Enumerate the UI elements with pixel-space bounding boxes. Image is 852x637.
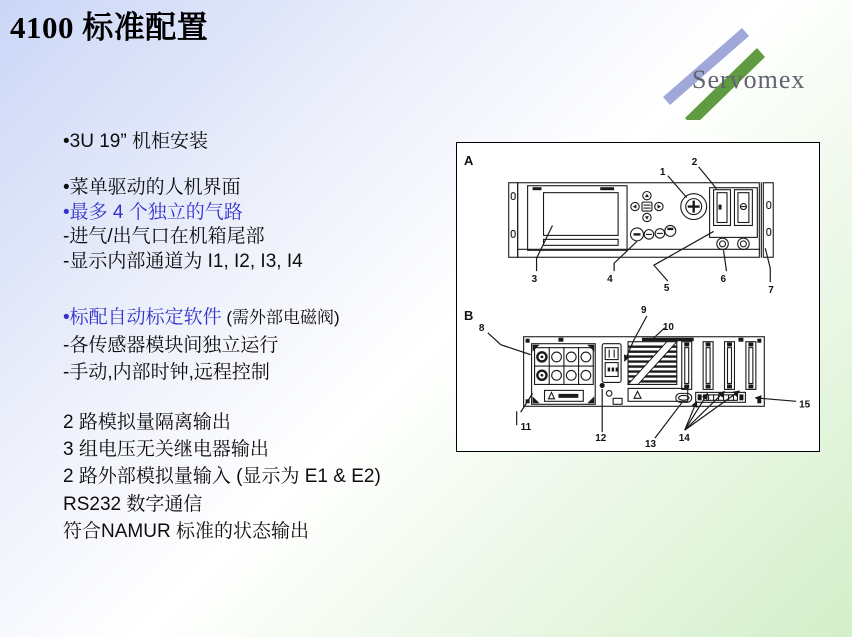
- slide-title: 4100 标准配置: [10, 10, 209, 45]
- callout-1: 1: [659, 166, 666, 178]
- earth-stud: [600, 383, 605, 388]
- servomex-logo-text: Servomex: [692, 65, 806, 94]
- bullet-line: -手动,内部时钟,远程控制: [63, 362, 270, 383]
- rear-panel-drawing: [464, 305, 811, 450]
- warning-label: [545, 390, 584, 401]
- bullet-line: -各传感器模块间独立运行: [63, 334, 279, 356]
- bullet-group-io: [63, 409, 465, 545]
- callout-11: 11: [520, 422, 532, 434]
- front-connectors: [717, 238, 749, 250]
- callout-8: 8: [478, 322, 485, 334]
- nav-keypad: [631, 191, 663, 221]
- bullet-group-interface: [63, 176, 465, 274]
- callout-9: 9: [640, 304, 647, 316]
- bullet-group-calibration: [63, 304, 465, 387]
- expansion-slots: [682, 342, 756, 390]
- panel-b-label: B: [463, 307, 474, 323]
- callout-2: 2: [691, 156, 698, 168]
- fan-grille: [628, 338, 694, 402]
- gas-connections-block: [532, 344, 596, 405]
- callout-15: 15: [799, 399, 811, 411]
- callout-12: 12: [595, 433, 607, 445]
- display-screen: [528, 186, 627, 251]
- bullet-line: 2 路模拟量隔离输出: [63, 412, 231, 433]
- bullet-line-paren-part: (需外部电磁阀): [221, 308, 340, 327]
- power-inlet: [602, 344, 621, 383]
- panel-a-label: A: [463, 152, 474, 168]
- front-panel-drawing: [464, 153, 774, 296]
- callout-3: 3: [531, 274, 538, 286]
- bullet-line: •3U 19” 机柜安装: [63, 131, 208, 152]
- bullet-line: 2 路外部模拟量输入 (显示为 E1 & E2): [63, 466, 381, 488]
- bullet-line: -显示内部通道为 I1, I2, I3, I4: [63, 250, 303, 272]
- soft-keys: [631, 225, 676, 240]
- small-round-connector: [606, 391, 612, 397]
- callout-10: 10: [662, 321, 674, 333]
- callout-6: 6: [720, 274, 727, 286]
- servomex-logo: [630, 15, 852, 120]
- callout-4: 4: [607, 274, 613, 286]
- bullet-line: [63, 304, 465, 332]
- rotary-knob: [681, 194, 707, 220]
- callout-7: 7: [768, 285, 774, 297]
- bullet-line: •菜单驱动的人机界面: [63, 177, 241, 198]
- small-rect-connector: [613, 398, 622, 404]
- instrument-diagram-svg: [457, 143, 819, 451]
- rack-frame: [509, 183, 774, 258]
- callout-13: 13: [644, 439, 657, 451]
- bullet-line: 3 组电压无关继电器输出: [63, 439, 269, 461]
- bullet-group-mounting: [63, 129, 465, 154]
- bullet-line: 符合NAMUR 标准的状态输出: [63, 520, 309, 542]
- panel-a-callout-lines: [537, 167, 771, 282]
- callout-5: 5: [663, 283, 670, 295]
- bullet-line: RS232 数字通信: [63, 493, 203, 515]
- bullet-line-blue-part: •标配自动标定软件: [63, 307, 222, 328]
- module-slots: [710, 188, 758, 238]
- callout-14: 14: [678, 433, 690, 445]
- instrument-diagram: [456, 142, 820, 452]
- bullet-line: -进气/出气口在机箱尾部: [63, 226, 265, 247]
- bullet-line: •最多 4 个独立的气路: [63, 201, 243, 223]
